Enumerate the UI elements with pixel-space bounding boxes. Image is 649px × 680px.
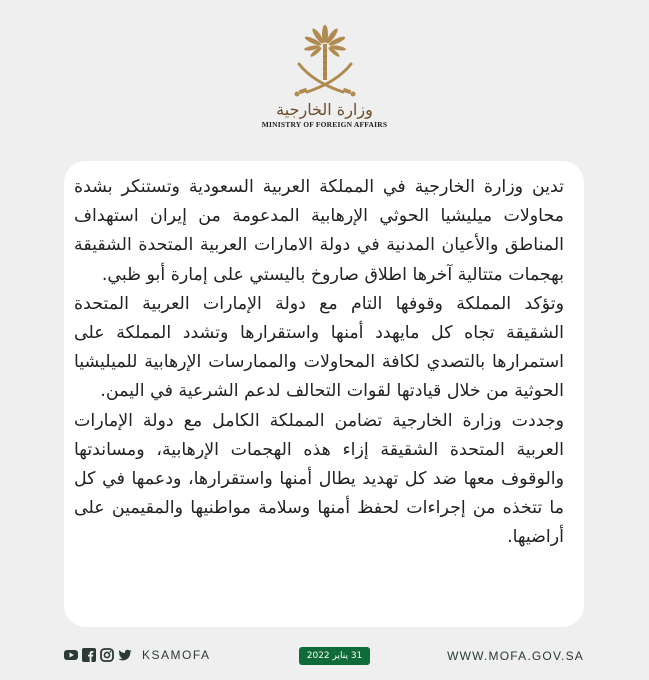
statement-paragraph-1: تدين وزارة الخارجية في المملكة العربية السعودية وتستنكر بشدة محاولات ميليشيا الحوثي الإرهابية المدعومة من إيران استهداف المناطق والأعيان المدنية في دولة الامارات العربية المتحدة الشقيقة بهجمات متتالية آخرها اطلاق صاروخ باليستي على إمارة أبو ظبي. [74,177,564,285]
ministry-logo-english: MINISTRY OF FOREIGN AFFAIRS [261,120,388,129]
youtube-icon[interactable] [64,648,78,662]
instagram-icon[interactable] [100,648,114,662]
twitter-icon[interactable] [118,648,132,662]
date-badge: 31 يناير 2022 [299,647,370,665]
statement-paragraph-2: وتؤكد المملكة وقوفها التام مع دولة الإمارات العربية المتحدة الشقيقة تجاه كل مايهدد أمنها واستقرارها وتشدد المملكة على استمرارها بالتصدي لكافة المحاولات والممارسات الإرهابية للميليشيا الحوثية من خلال قيادتها لقوات التحالف لدعم الشرعية في اليمن. [74,293,564,402]
ministry-logo-arabic: وزارة الخارجية [276,100,373,119]
palm-and-swords-icon [285,20,365,102]
facebook-icon[interactable] [82,648,96,662]
statement-card [64,161,584,627]
website-link[interactable]: WWW.MOFA.GOV.SA [447,649,584,663]
social-handle[interactable]: KSAMOFA [142,648,211,662]
social-links [64,648,211,662]
footer [0,645,649,669]
statement-paragraph-3: وجددت وزارة الخارجية تضامن المملكة الكامل مع دولة الإمارات العربية المتحدة الشقيقة إزاء هذه الهجمات الإرهابية، ومساندتها والوقوف معها ضد كل تهديد يطال أمنها واستقرارها، ودعمها في كل ما تتخذه من إجراءات لحفظ أمنها وسلامة مواطنيها والمقيمين على أراضيها. [74,410,564,548]
statement-text [74,173,564,553]
ministry-header [0,20,649,140]
